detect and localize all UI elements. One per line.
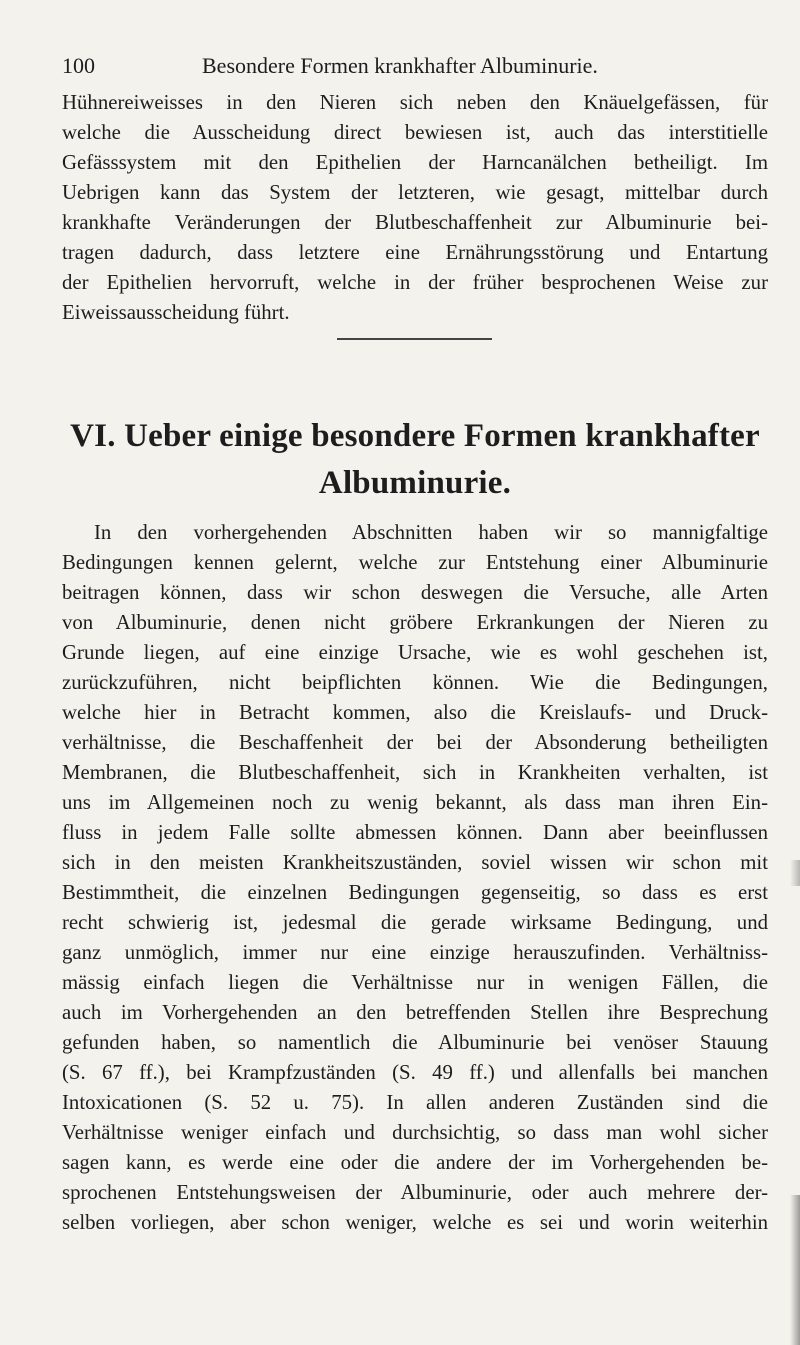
page-edge-shadow (790, 1195, 800, 1345)
text-line: Gefässsystem mit den Epithelien der Harncanälchen betheiligt. Im (62, 151, 768, 174)
running-title: Besondere Formen krankhafter Albuminurie. (202, 53, 598, 78)
text-line: recht schwierig ist, jedesmal die gerade wirksame Bedingung, und (62, 911, 768, 934)
page-edge-shadow (790, 860, 800, 886)
section-heading-continued: Albuminurie. (318, 465, 512, 501)
text-line: Eiweissausscheidung führt. (62, 301, 290, 324)
text-line: sagen kann, es werde eine oder die andere der im Vorhergehenden be- (62, 1151, 768, 1174)
book-page (62, 52, 768, 1322)
text-line: Grunde liegen, auf eine einzige Ursache, wie es wohl geschehen ist, (62, 641, 768, 664)
text-line: zurückzuführen, nicht beipflichten können. Wie die Bedingungen, (62, 671, 768, 694)
text-line: selben vorliegen, aber schon weniger, welche es sei und worin weiterhin (62, 1211, 768, 1234)
text-line: auch im Vorhergehenden an den betreffenden Stellen ihre Besprechung (62, 1001, 768, 1024)
section-divider (337, 338, 492, 340)
page-number: 100 (62, 53, 95, 78)
text-line: welche hier in Betracht kommen, also die Kreislaufs- und Druck- (62, 701, 768, 724)
text-line: sprochenen Entstehungsweisen der Albuminurie, oder auch mehrere der- (62, 1181, 768, 1204)
text-line: mässig einfach liegen die Verhältnisse nur in wenigen Fällen, die (62, 971, 768, 994)
text-line: uns im Allgemeinen noch zu wenig bekannt, als dass man ihren Ein- (62, 791, 768, 814)
text-line: gefunden haben, so namentlich die Albuminurie bei venöser Stauung (62, 1031, 768, 1054)
text-line: fluss in jedem Falle sollte abmessen können. Dann aber beeinflussen (62, 821, 768, 844)
body-paragraph (62, 518, 768, 1238)
text-line: verhältnisse, die Beschaffenheit der bei der Absonderung betheiligten (62, 731, 768, 754)
text-line: Bedingungen kennen gelernt, welche zur Entstehung einer Albuminurie (62, 551, 768, 574)
page-header (62, 52, 768, 88)
text-line: tragen dadurch, dass letztere eine Ernährungsstörung und Entartung (62, 241, 768, 264)
section-heading: VI. Ueber einige besondere Formen krankhafter (70, 418, 760, 454)
text-line: Hühnereiweisses in den Nieren sich neben den Knäuelgefässen, für (62, 91, 768, 114)
text-line: Bestimmtheit, die einzelnen Bedingungen gegenseitig, so dass es erst (62, 881, 768, 904)
text-line: von Albuminurie, denen nicht gröbere Erkrankungen der Nieren zu (62, 611, 768, 634)
text-line: sich in den meisten Krankheitszuständen, soviel wissen wir schon mit (62, 851, 768, 874)
text-line: krankhafte Veränderungen der Blutbeschaffenheit zur Albuminurie bei- (62, 211, 768, 234)
text-line: welche die Ausscheidung direct bewiesen ist, auch das interstitielle (62, 121, 768, 144)
text-line: der Epithelien hervorruft, welche in der früher besprochenen Weise zur (62, 271, 768, 294)
text-line: Membranen, die Blutbeschaffenheit, sich in Krankheiten verhalten, ist (62, 761, 768, 784)
text-line: (S. 67 ff.), bei Krampfzuständen (S. 49 ff.) und allenfalls bei manchen (62, 1061, 768, 1084)
text-line: Verhältnisse weniger einfach und durchsichtig, so dass man wohl sicher (62, 1121, 768, 1144)
text-line: Uebrigen kann das System der letzteren, wie gesagt, mittelbar durch (62, 181, 768, 204)
intro-paragraph (62, 88, 768, 328)
text-line: In den vorhergehenden Abschnitten haben wir so mannigfaltige (94, 521, 768, 544)
text-line: Intoxicationen (S. 52 u. 75). In allen anderen Zuständen sind die (62, 1091, 768, 1114)
text-line: ganz unmöglich, immer nur eine einzige herauszufinden. Verhältniss- (62, 941, 768, 964)
text-line: beitragen können, dass wir schon deswegen die Versuche, alle Arten (62, 581, 768, 604)
